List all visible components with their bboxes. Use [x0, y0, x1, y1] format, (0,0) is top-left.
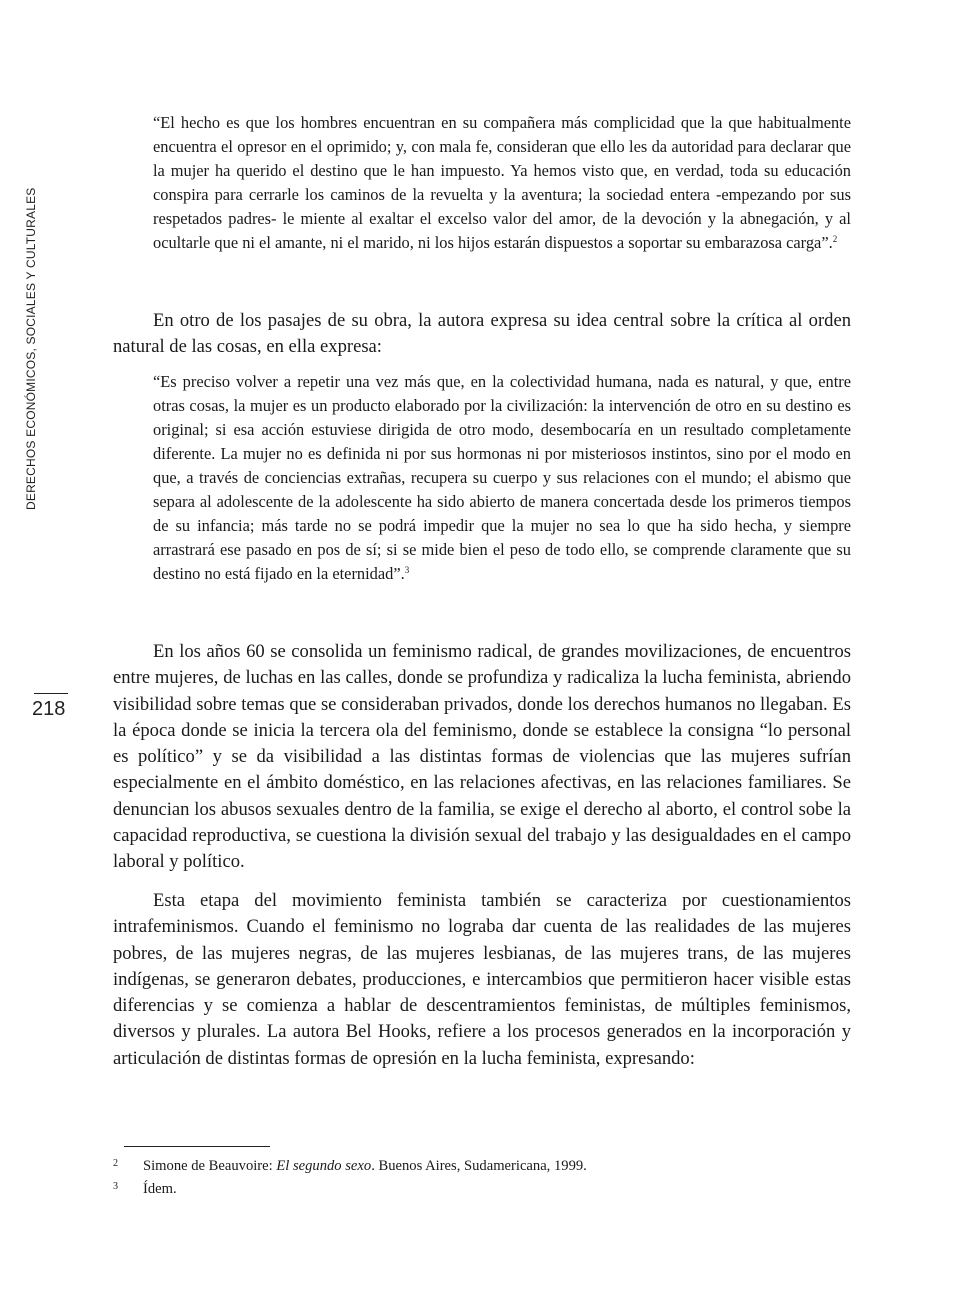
- quote-text: “Es preciso volver a repetir una vez más que, en la colectividad humana, nada es natural, y que, entre otras cosas, la mujer es un producto elaborado por la civilización: la intervención de otro en su destino es original; si esa acción estuviese dirigida de otro modo, desembocaría en un resultado completamente diferente. La mujer no es definida ni por sus hormonas ni por misteriosos instintos, sino por el modo en que, a través de conciencias extrañas, recupera su cuerpo y sus relaciones con el mundo; el abismo que separa al adolescente de la adolescente ha sido abierto de manera concertada desde los primeros tiempos de su infancia; más tarde no se podrá impedir que la mujer no sea lo que ha sido hecha, y siempre arrastrará ese pasado en pos de sí; si se mide bien el peso de todo ello, se comprende claramente que su destino no está fijado en la eternidad”.: [153, 372, 851, 583]
- footnote-ref-3[interactable]: 3: [404, 565, 410, 575]
- footnote-text: . Buenos Aires, Sudamericana, 1999.: [371, 1158, 587, 1174]
- block-quote-beauvoir-1: [153, 111, 851, 255]
- block-quote-beauvoir-2: [153, 370, 851, 586]
- footnote-separator: [124, 1146, 270, 1147]
- running-title: DERECHOS ECONÓMICOS, SOCIALES Y CULTURALES: [24, 187, 38, 510]
- footnote-text: Simone de Beauvoire:: [143, 1158, 277, 1174]
- body-paragraph-sixties: En los años 60 se consolida un feminismo radical, de grandes movilizaciones, de encuentros entre mujeres, de luchas en las calles, donde se profundiza y radicaliza la lucha feminista, abriendo visibilidad sobre temas que se consideraban privados, donde los derechos humanos no llegaban. Es la época donde se inicia la tercera ola del feminismo, donde se establece la consigna “lo personal es político” y se da visibilidad a las distintas formas de violencias que las mujeres sufrían especialmente en el ámbito doméstico, en las relaciones afectivas, en las relaciones familiares. Se denuncian los abusos sexuales dentro de la familia, se exige el derecho al aborto, el control sobe la capacidad reproductiva, se cuestiona la división sexual del trabajo y las desigualdades en el campo laboral y político.: [113, 641, 851, 873]
- body-paragraph-intro: En otro de los pasajes de su obra, la autora expresa su idea central sobre la crítica al orden natural de las cosas, en ella expresa:: [113, 310, 851, 358]
- footnote-2: [113, 1154, 587, 1176]
- body-paragraph-intrafeminism: Esta etapa del movimiento feminista también se caracteriza por cuestionamientos intrafeminismos. Cuando el feminismo no lograba dar cuenta de las realidades de las mujeres pobres, de las mujeres negras, de las mujeres lesbianas, de las mujeres trans, de las mujeres indígenas, se generaron debates, producciones, e intercambios que permitieron hacer visible estas diferencias y se comienza a hablar de descentramientos feministas, de múltiples feminismos, diversos y plurales. La autora Bel Hooks, refiere a los procesos generados en la incorporación y articulación de distintas formas de opresión en la lucha feminista, expresando:: [113, 890, 851, 1069]
- page-number-rule: [34, 693, 68, 694]
- footnote-3: [113, 1177, 177, 1199]
- footnote-ref-2[interactable]: 2: [832, 234, 838, 244]
- book-title: El segundo sexo: [276, 1158, 372, 1174]
- page-number: 218: [32, 698, 66, 720]
- footnote-number: 2: [113, 1158, 118, 1169]
- quote-text: “El hecho es que los hombres encuentran en su compañera más complicidad que la que habitualmente encuentra el opresor en el oprimido; y, con mala fe, consideran que ello les da autoridad para declarar que la mujer ha querido el destino que le han impuesto. Ya hemos visto que, en verdad, toda su educación conspira para cerrarle los caminos de la revuelta y la aventura; la sociedad entera -empezando por sus respetados padres- le miente al exaltar el excelso valor del amor, de la devoción y la abnegación, y al ocultarle que ni el amante, ni el marido, ni los hijos estarán dispuestos a soportar su embarazosa carga”.: [153, 113, 851, 252]
- footnote-text: Ídem.: [143, 1181, 177, 1197]
- footnote-number: 3: [113, 1181, 118, 1192]
